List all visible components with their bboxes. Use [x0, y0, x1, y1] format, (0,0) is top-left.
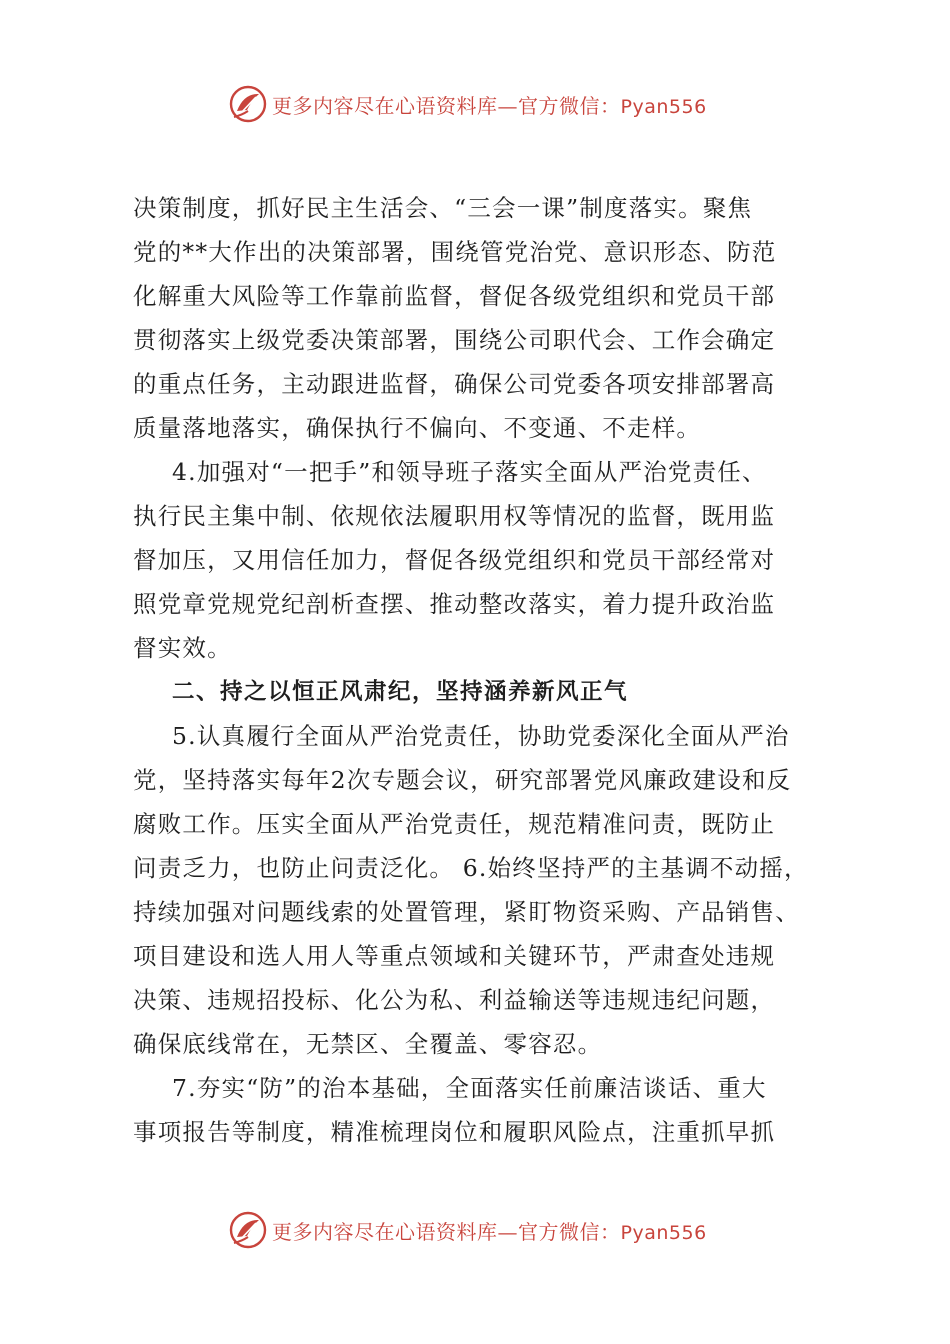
paragraph-5-start: 5.认真履行全面从严治党责任，协助党委深化全面从严治	[172, 722, 790, 750]
body-line: 党，坚持落实每年2次专题会议，研究部署党风廉政建设和反	[133, 766, 792, 794]
body-line: 事项报告等制度，精准梳理岗位和履职风险点，注重抓早抓	[133, 1118, 776, 1146]
body-line: 督实效。	[133, 634, 232, 662]
body-line: 确保底线常在，无禁区、全覆盖、零容忍。	[133, 1030, 603, 1058]
pen-logo-icon	[228, 84, 268, 124]
document-body	[133, 186, 823, 1154]
watermark-text: 更多内容尽在心语资料库—官方微信：Pyan556	[272, 1219, 707, 1244]
body-line: 化解重大风险等工作靠前监督，督促各级党组织和党员干部	[133, 282, 776, 310]
body-line: 党的**大作出的决策部署，围绕管党治党、意识形态、防范	[133, 238, 777, 266]
watermark-text: 更多内容尽在心语资料库—官方微信：Pyan556	[272, 93, 707, 118]
wechat-id: Pyan556	[620, 1221, 707, 1244]
pen-logo-icon	[228, 1210, 268, 1250]
paragraph-7-start: 7.夯实“防”的治本基础，全面落实任前廉洁谈话、重大	[172, 1074, 767, 1102]
body-line: 决策、违规招投标、化公为私、利益输送等违规违纪问题，	[133, 986, 776, 1014]
body-line: 贯彻落实上级党委决策部署，围绕公司职代会、工作会确定	[133, 326, 776, 354]
body-line: 督加压，又用信任加力，督促各级党组织和党员干部经常对	[133, 546, 776, 574]
body-line: 的重点任务，主动跟进监督，确保公司党委各项安排部署高	[133, 370, 776, 398]
watermark-banner-top	[228, 84, 748, 124]
watermark-banner-bottom	[228, 1210, 748, 1250]
paragraph-4-start: 4.加强对“一把手”和领导班子落实全面从严治党责任、	[172, 458, 767, 486]
body-line: 项目建设和选人用人等重点领域和关键环节，严肃查处违规	[133, 942, 776, 970]
body-line: 决策制度，抓好民主生活会、“三会一课”制度落实。聚焦	[133, 194, 753, 222]
body-line: 执行民主集中制、依规依法履职用权等情况的监督，既用监	[133, 502, 776, 530]
section-heading: 二、持之以恒正风肃纪，坚持涵养新风正气	[172, 679, 629, 705]
body-line: 持续加强对问题线索的处置管理，紧盯物资采购、产品销售、	[133, 898, 800, 926]
body-line: 腐败工作。压实全面从严治党责任，规范精准问责，既防止	[133, 810, 776, 838]
body-line: 问责乏力，也防止问责泛化。 6.始终坚持严的主基调不动摇，	[133, 854, 809, 882]
wechat-id: Pyan556	[620, 95, 707, 118]
body-line: 质量落地落实，确保执行不偏向、不变通、不走样。	[133, 414, 702, 442]
body-line: 照党章党规党纪剖析查摆、推动整改落实，着力提升政治监	[133, 590, 776, 618]
